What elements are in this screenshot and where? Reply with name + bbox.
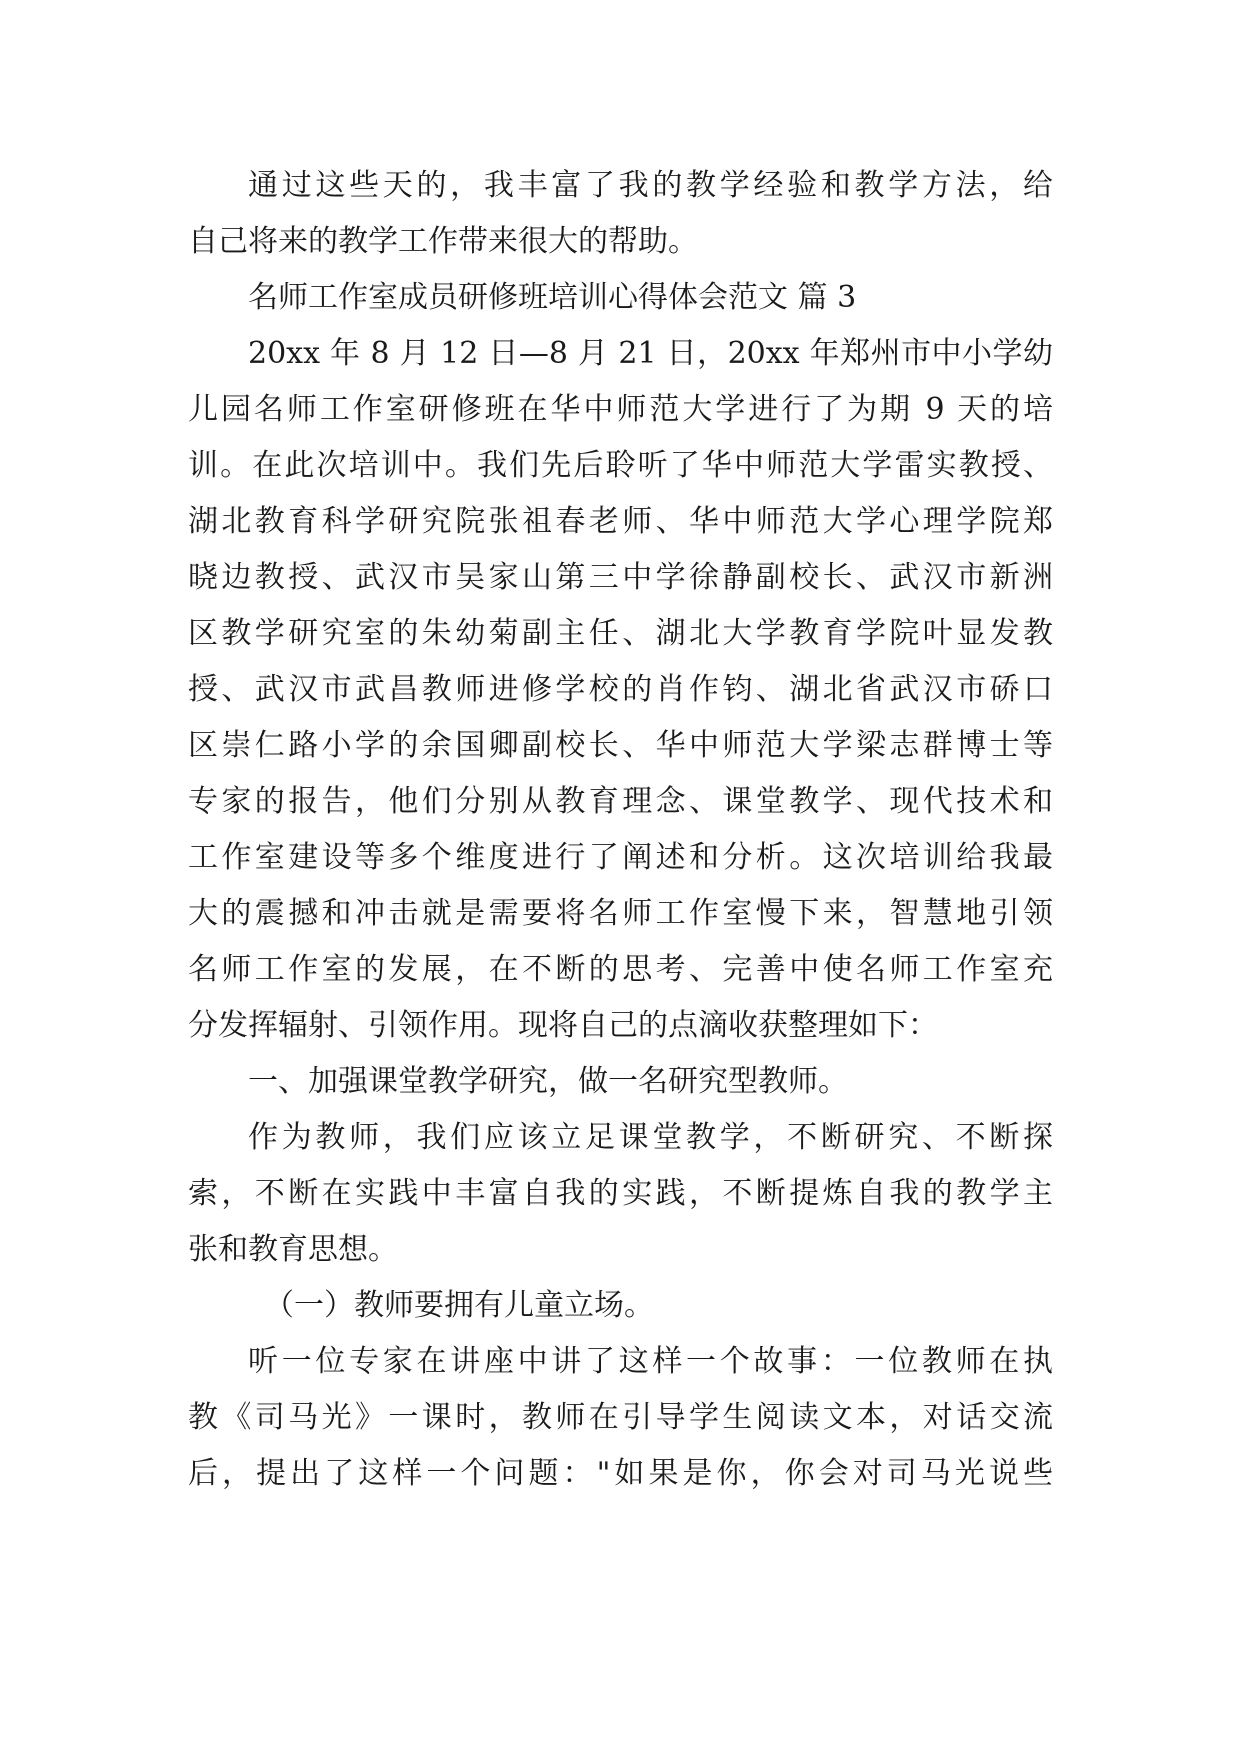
text-line: 晓边教授、武汉市吴家山第三中学徐静副校长、武汉市新洲 xyxy=(188,560,1053,595)
text-line: 20xx 年 8 月 12 日—8 月 21 日，20xx 年郑州市中小学幼 xyxy=(248,336,1053,371)
text-line: 教《司马光》一课时，教师在引导学生阅读文本，对话交流 xyxy=(188,1400,1053,1435)
text-line: 分发挥辐射、引领作用。现将自己的点滴收获整理如下： xyxy=(188,1008,938,1043)
text-line: 作为教师，我们应该立足课堂教学，不断研究、不断探 xyxy=(248,1120,1053,1155)
text-line: 区崇仁路小学的余国卿副校长、华中师范大学梁志群博士等 xyxy=(188,728,1053,763)
text-line: 索，不断在实践中丰富自我的实践，不断提炼自我的教学主 xyxy=(188,1176,1053,1211)
section-heading: 名师工作室成员研修班培训心得体会范文 篇 3 xyxy=(248,280,857,315)
text-line: 通过这些天的，我丰富了我的教学经验和教学方法，给 xyxy=(248,168,1053,203)
text-line: 区教学研究室的朱幼菊副主任、湖北大学教育学院叶显发教 xyxy=(188,616,1053,651)
text-line: 湖北教育科学研究院张祖春老师、华中师范大学心理学院郑 xyxy=(188,504,1053,539)
text-line: 儿园名师工作室研修班在华中师范大学进行了为期 9 天的培 xyxy=(188,392,1053,427)
subheading: 一、加强课堂教学研究，做一名研究型教师。 xyxy=(248,1064,848,1099)
text-line: 后，提出了这样一个问题："如果是你，你会对司马光说些 xyxy=(188,1456,1053,1491)
text-line: 专家的报告，他们分别从教育理念、课堂教学、现代技术和 xyxy=(188,784,1053,819)
subheading: （一）教师要拥有儿童立场。 xyxy=(264,1288,654,1323)
text-line: 名师工作室的发展，在不断的思考、完善中使名师工作室充 xyxy=(188,952,1053,987)
text-line: 授、武汉市武昌教师进修学校的肖作钧、湖北省武汉市硚口 xyxy=(188,672,1053,707)
text-line: 工作室建设等多个维度进行了阐述和分析。这次培训给我最 xyxy=(188,840,1053,875)
text-line: 张和教育思想。 xyxy=(188,1232,398,1267)
text-line: 大的震撼和冲击就是需要将名师工作室慢下来，智慧地引领 xyxy=(188,896,1053,931)
text-line: 听一位专家在讲座中讲了这样一个故事：一位教师在执 xyxy=(248,1344,1053,1379)
document-body xyxy=(188,158,1053,1502)
text-line: 自己将来的教学工作带来很大的帮助。 xyxy=(188,224,698,259)
text-line: 训。在此次培训中。我们先后聆听了华中师范大学雷实教授、 xyxy=(188,448,1053,483)
